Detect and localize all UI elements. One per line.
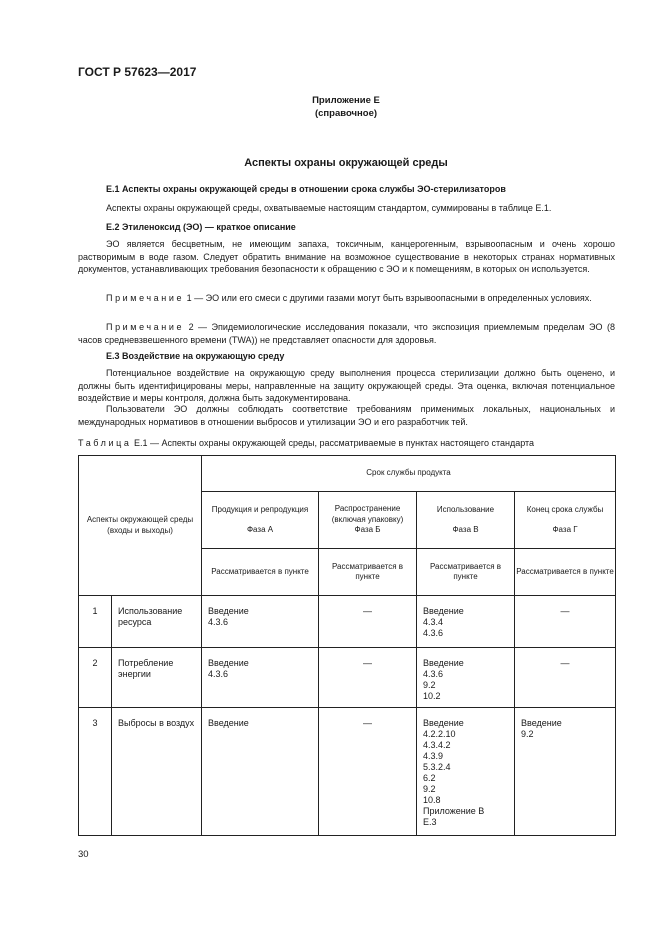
page-number: 30: [78, 849, 89, 860]
aspects-header: Аспекты окружающей среды (входы и выходы): [79, 456, 202, 596]
note-2: [78, 321, 615, 346]
phase-a-name: Продукция и репродукция: [211, 504, 309, 514]
note-1-text: 1 — ЭО или его смеси с другими газами могут быть взрывоопасными в определенных условиях.: [186, 293, 592, 303]
row-aspect: Использование ресурса: [112, 596, 202, 648]
e2-heading: Е.2 Этиленоксид (ЭО) — краткое описание: [106, 222, 296, 232]
row-aspect: Выбросы в воздух: [112, 708, 202, 836]
row-phase-a: Введение: [202, 708, 319, 836]
appendix-title: Приложение Е: [312, 95, 380, 106]
note-1-label: Примечание: [106, 293, 185, 303]
note-1: [78, 292, 615, 305]
e1-heading: Е.1 Аспекты охраны окружающей среды в отношении срока службы ЭО-стерилизаторов: [106, 184, 506, 194]
e1-text: Аспекты охраны окружающей среды, охватываемые настоящим стандартом, суммированы в таблице Е.1.: [106, 203, 552, 213]
considered-c: Рассматривается в пункте: [417, 549, 515, 596]
row-phase-c: Введение 4.2.2.10 4.3.4.2 4.3.9 5.3.2.4 6.2 9.2 10.8 Приложение В Е.3: [417, 708, 515, 836]
row-phase-a: Введение 4.3.6: [202, 596, 319, 648]
row-phase-c: Введение 4.3.6 9.2 10.2: [417, 648, 515, 708]
phase-b-label: Фаза Б: [354, 525, 381, 535]
row-phase-d: —: [515, 648, 616, 708]
aspects-table: [78, 455, 616, 836]
row-phase-b: —: [319, 708, 417, 836]
note-2-label: Примечание: [106, 322, 185, 332]
phase-d-header: [515, 492, 616, 549]
phase-d-label: Фаза Г: [552, 525, 578, 534]
row-number: 1: [79, 596, 112, 648]
e3-text-2: Пользователи ЭО должны соблюдать соответствие требованиям применимых локальных, национальных и международных нормативов в отношении выбросов и утилизации ЭО и его разработчик тей.: [78, 404, 615, 427]
table-row: [79, 596, 616, 648]
row-number: 2: [79, 648, 112, 708]
phase-d-name: Конец срока службы: [526, 504, 604, 514]
e3-text-1: Потенциальное воздействие на окружающую среду выполнения процесса стерилизации должно быть оценено, и должны быть идентифицированы меры, направленные на защиту окружающей среды. Эта оценка, включая потенциальное воздействие и меры контроля, должна быть задокументирована.: [78, 368, 615, 404]
e2-text: ЭО является бесцветным, не имеющим запаха, токсичным, канцерогенным, взрывоопасным и очень хорошо растворимым в воде газом. Следует обратить внимание на возможное существование в некоторых странах нормативных документов, устанавливающих требования безопасности к обращению с ЭО и к помещениям, в которых он используется.: [78, 239, 615, 275]
phase-c-header: [417, 492, 515, 549]
table-caption: [78, 438, 534, 448]
lifecycle-header: Срок службы продукта: [202, 456, 616, 492]
row-phase-d: Введение 9.2: [515, 708, 616, 836]
phase-c-label: Фаза В: [452, 525, 479, 534]
section-heading: Аспекты охраны окружающей среды: [244, 157, 448, 169]
considered-b: Рассматривается в пункте: [319, 549, 417, 596]
phase-a-label: Фаза А: [246, 525, 274, 534]
row-phase-d: —: [515, 596, 616, 648]
row-number: 3: [79, 708, 112, 836]
phase-b-name: Распространение (включая упаковку): [331, 504, 404, 524]
table-caption-text: Е.1 — Аспекты охраны окружающей среды, рассматриваемые в пунктах настоящего стандарта: [134, 438, 535, 448]
considered-a: Рассматривается в пункте: [202, 549, 319, 596]
row-aspect: Потребление энергии: [112, 648, 202, 708]
document-header: ГОСТ Р 57623—2017: [78, 65, 197, 79]
phase-b-header: [319, 492, 417, 549]
row-phase-b: —: [319, 648, 417, 708]
row-phase-a: Введение 4.3.6: [202, 648, 319, 708]
appendix-subtitle: (справочное): [314, 108, 378, 119]
row-phase-b: —: [319, 596, 417, 648]
row-phase-c: Введение 4.3.4 4.3.6: [417, 596, 515, 648]
phase-c-name: Использование: [436, 504, 495, 514]
table-row: [79, 648, 616, 708]
e3-heading: Е.3 Воздействие на окружающую среду: [106, 351, 285, 361]
considered-d: Рассматривается в пункте: [515, 549, 616, 596]
note-2-text: 2 — Эпидемиологические исследования показали, что экспозиция приемлемым пределам ЭО (8 часов средневзвешенного времени (TWA)) не представляет опасности для здоровья.: [78, 322, 615, 345]
phase-a-header: [202, 492, 319, 549]
table-caption-label: Таблица: [78, 438, 132, 448]
table-row: [79, 708, 616, 836]
